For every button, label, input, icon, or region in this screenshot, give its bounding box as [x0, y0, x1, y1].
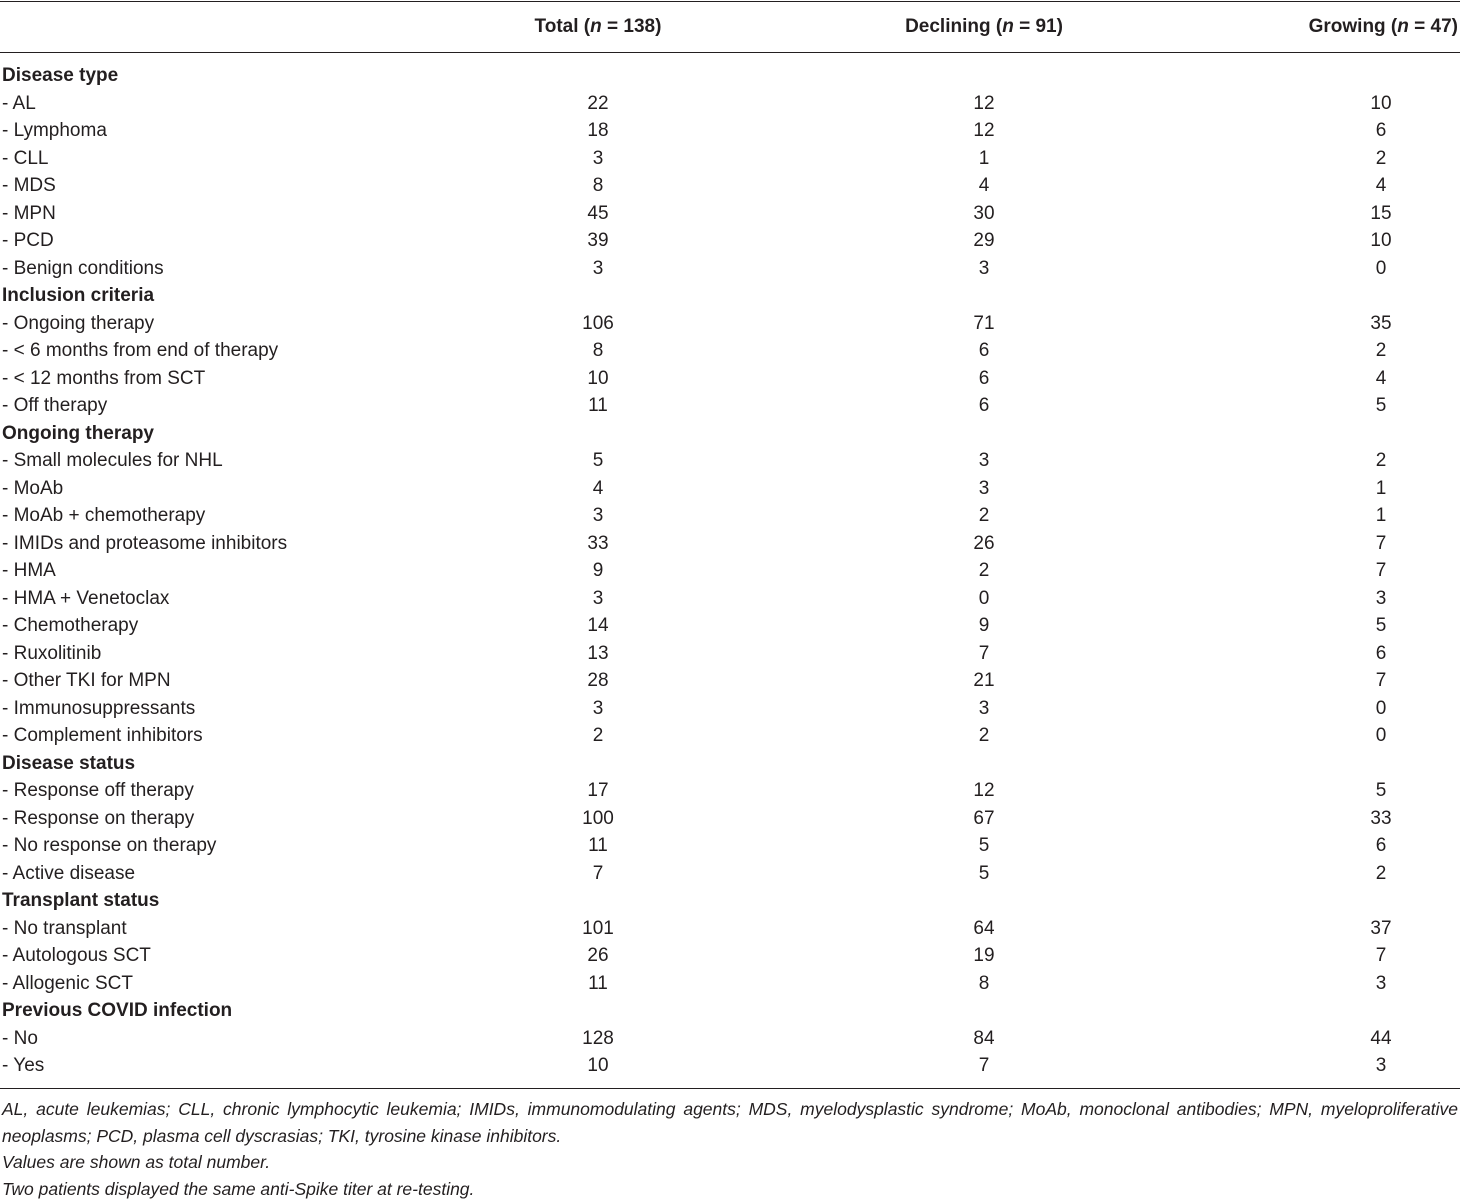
- row-label: - < 6 months from end of therapy: [2, 337, 278, 365]
- row-label: - Response on therapy: [2, 805, 194, 833]
- cell-growing: 3: [1376, 1052, 1387, 1080]
- cell-growing: 10: [1370, 227, 1391, 255]
- cell-declining: 2: [979, 502, 990, 530]
- table-row: [0, 255, 1460, 283]
- row-label: - Autologous SCT: [2, 942, 151, 970]
- row-label: - PCD: [2, 227, 54, 255]
- table-row: [0, 612, 1460, 640]
- cell-declining: 4: [979, 172, 990, 200]
- table-row: [0, 530, 1460, 558]
- section-header: [0, 887, 1460, 915]
- table-row: [0, 447, 1460, 475]
- section-title: Disease type: [2, 62, 118, 90]
- row-label: - MDS: [2, 172, 56, 200]
- row-label: - No transplant: [2, 915, 127, 943]
- cell-growing: 4: [1376, 365, 1387, 393]
- cell-declining: 71: [973, 310, 994, 338]
- cell-growing: 37: [1370, 915, 1391, 943]
- row-label: - No response on therapy: [2, 832, 216, 860]
- cell-declining: 21: [973, 667, 994, 695]
- cell-total: 3: [593, 255, 604, 283]
- cell-growing: 2: [1376, 860, 1387, 888]
- cell-total: 18: [587, 117, 608, 145]
- cell-declining: 9: [979, 612, 990, 640]
- table-row: [0, 942, 1460, 970]
- cell-total: 3: [593, 502, 604, 530]
- table-row: [0, 475, 1460, 503]
- row-label: - Immunosuppressants: [2, 695, 195, 723]
- cell-declining: 3: [979, 695, 990, 723]
- cell-growing: 2: [1376, 447, 1387, 475]
- cell-total: 106: [582, 310, 614, 338]
- row-label: - Active disease: [2, 860, 135, 888]
- column-header-declining: Declining (n = 91): [905, 16, 1063, 38]
- cell-growing: 15: [1370, 200, 1391, 228]
- cell-declining: 12: [973, 117, 994, 145]
- row-label: - Ruxolitinib: [2, 640, 101, 668]
- table-row: [0, 90, 1460, 118]
- section-header: [0, 420, 1460, 448]
- cell-declining: 26: [973, 530, 994, 558]
- table-row: [0, 695, 1460, 723]
- table-row: [0, 392, 1460, 420]
- cell-growing: 3: [1376, 585, 1387, 613]
- cell-total: 2: [593, 722, 604, 750]
- table-row: [0, 585, 1460, 613]
- row-label: - Response off therapy: [2, 777, 194, 805]
- cell-growing: 44: [1370, 1025, 1391, 1053]
- cell-total: 33: [587, 530, 608, 558]
- table-row: [0, 915, 1460, 943]
- table-row: [0, 365, 1460, 393]
- section-header: [0, 62, 1460, 90]
- row-label: - Other TKI for MPN: [2, 667, 171, 695]
- section-header: [0, 282, 1460, 310]
- row-label: - Yes: [2, 1052, 44, 1080]
- cell-declining: 6: [979, 392, 990, 420]
- cell-declining: 12: [973, 777, 994, 805]
- table-row: [0, 970, 1460, 998]
- section-title: Ongoing therapy: [2, 420, 154, 448]
- table-row: [0, 227, 1460, 255]
- row-label: - Ongoing therapy: [2, 310, 154, 338]
- cell-declining: 64: [973, 915, 994, 943]
- cell-growing: 10: [1370, 90, 1391, 118]
- cell-total: 9: [593, 557, 604, 585]
- row-label: - No: [2, 1025, 38, 1053]
- cell-growing: 1: [1376, 475, 1387, 503]
- table-row: [0, 557, 1460, 585]
- cell-growing: 6: [1376, 640, 1387, 668]
- cell-total: 28: [587, 667, 608, 695]
- row-label: - Complement inhibitors: [2, 722, 203, 750]
- cell-total: 10: [587, 1052, 608, 1080]
- cell-declining: 1: [979, 145, 990, 173]
- cell-growing: 7: [1376, 942, 1387, 970]
- table-header: [0, 2, 1460, 52]
- cell-declining: 5: [979, 860, 990, 888]
- row-label: - HMA + Venetoclax: [2, 585, 169, 613]
- row-label: - MoAb: [2, 475, 63, 503]
- section-header: [0, 997, 1460, 1025]
- section-title: Disease status: [2, 750, 135, 778]
- cell-total: 17: [587, 777, 608, 805]
- row-label: - < 12 months from SCT: [2, 365, 205, 393]
- cell-growing: 7: [1376, 667, 1387, 695]
- cell-total: 3: [593, 145, 604, 173]
- cell-total: 100: [582, 805, 614, 833]
- cell-total: 8: [593, 172, 604, 200]
- cell-declining: 5: [979, 832, 990, 860]
- table-row: [0, 722, 1460, 750]
- cell-declining: 3: [979, 255, 990, 283]
- cell-total: 11: [588, 832, 608, 860]
- table-row: [0, 667, 1460, 695]
- cell-total: 26: [587, 942, 608, 970]
- row-label: - CLL: [2, 145, 48, 173]
- header-rule: [0, 52, 1460, 53]
- table-row: [0, 117, 1460, 145]
- column-header-total: Total (n = 138): [535, 16, 662, 38]
- cell-total: 7: [593, 860, 604, 888]
- cell-declining: 6: [979, 365, 990, 393]
- cell-total: 11: [588, 970, 608, 998]
- cell-declining: 7: [979, 640, 990, 668]
- cell-declining: 84: [973, 1025, 994, 1053]
- cell-growing: 5: [1376, 612, 1387, 640]
- cell-declining: 3: [979, 447, 990, 475]
- cell-growing: 3: [1376, 970, 1387, 998]
- row-label: - Off therapy: [2, 392, 107, 420]
- cell-declining: 12: [973, 90, 994, 118]
- cell-total: 13: [587, 640, 608, 668]
- cell-total: 10: [587, 365, 608, 393]
- cell-growing: 5: [1376, 392, 1387, 420]
- table-row: [0, 200, 1460, 228]
- section-title: Inclusion criteria: [2, 282, 154, 310]
- column-header-growing: Growing (n = 47): [1309, 16, 1458, 38]
- row-label: - MPN: [2, 200, 56, 228]
- table-body: [0, 62, 1460, 1080]
- cell-growing: 2: [1376, 337, 1387, 365]
- row-label: - Small molecules for NHL: [2, 447, 223, 475]
- cell-declining: 0: [979, 585, 990, 613]
- table-footnotes: [2, 1096, 1458, 1202]
- cell-growing: 0: [1376, 722, 1387, 750]
- cell-growing: 2: [1376, 145, 1387, 173]
- table-row: [0, 502, 1460, 530]
- row-label: - Chemotherapy: [2, 612, 138, 640]
- table-row: [0, 832, 1460, 860]
- cell-growing: 1: [1376, 502, 1387, 530]
- cell-total: 5: [593, 447, 604, 475]
- table-row: [0, 310, 1460, 338]
- cell-total: 3: [593, 585, 604, 613]
- row-label: - AL: [2, 90, 36, 118]
- cell-growing: 4: [1376, 172, 1387, 200]
- bottom-rule: [0, 1088, 1460, 1089]
- row-label: - Benign conditions: [2, 255, 164, 283]
- cell-declining: 2: [979, 557, 990, 585]
- row-label: - IMIDs and proteasome inhibitors: [2, 530, 287, 558]
- cell-declining: 8: [979, 970, 990, 998]
- cell-total: 3: [593, 695, 604, 723]
- cell-declining: 29: [973, 227, 994, 255]
- cell-total: 8: [593, 337, 604, 365]
- table-row: [0, 777, 1460, 805]
- cell-total: 4: [593, 475, 604, 503]
- cell-growing: 35: [1370, 310, 1391, 338]
- cell-declining: 67: [973, 805, 994, 833]
- cell-growing: 33: [1370, 805, 1391, 833]
- footnote-patients: Two patients displayed the same anti-Spike titer at re-testing.: [2, 1176, 1458, 1202]
- cell-total: 45: [587, 200, 608, 228]
- table-row: [0, 337, 1460, 365]
- table-row: [0, 1025, 1460, 1053]
- table-row: [0, 172, 1460, 200]
- cell-total: 11: [588, 392, 608, 420]
- row-label: - MoAb + chemotherapy: [2, 502, 205, 530]
- cell-declining: 6: [979, 337, 990, 365]
- footnote-abbreviations: AL, acute leukemias; CLL, chronic lymphocytic leukemia; IMIDs, immunomodulating agents; MDS, myelodysplastic syndrome; MoAb, monoclonal antibodies; MPN, myeloproliferative neoplasms; PCD, plasma cell dyscrasias; TKI, tyrosine kinase inhibitors.: [2, 1096, 1458, 1149]
- cell-declining: 2: [979, 722, 990, 750]
- table-row: [0, 805, 1460, 833]
- cell-total: 14: [587, 612, 608, 640]
- cell-declining: 3: [979, 475, 990, 503]
- footnote-values: Values are shown as total number.: [2, 1149, 1458, 1176]
- cell-growing: 6: [1376, 832, 1387, 860]
- cell-growing: 5: [1376, 777, 1387, 805]
- table-row: [0, 145, 1460, 173]
- section-header: [0, 750, 1460, 778]
- cell-declining: 7: [979, 1052, 990, 1080]
- row-label: - HMA: [2, 557, 56, 585]
- cell-declining: 19: [973, 942, 994, 970]
- section-title: Previous COVID infection: [2, 997, 232, 1025]
- section-title: Transplant status: [2, 887, 159, 915]
- row-label: - Lymphoma: [2, 117, 107, 145]
- table-row: [0, 640, 1460, 668]
- table-row: [0, 860, 1460, 888]
- cell-growing: 0: [1376, 255, 1387, 283]
- cell-total: 128: [582, 1025, 614, 1053]
- cell-total: 101: [582, 915, 614, 943]
- cell-growing: 7: [1376, 530, 1387, 558]
- cell-declining: 30: [973, 200, 994, 228]
- cell-growing: 6: [1376, 117, 1387, 145]
- cell-total: 22: [587, 90, 608, 118]
- table-row: [0, 1052, 1460, 1080]
- row-label: - Allogenic SCT: [2, 970, 133, 998]
- cell-growing: 0: [1376, 695, 1387, 723]
- cell-growing: 7: [1376, 557, 1387, 585]
- cell-total: 39: [587, 227, 608, 255]
